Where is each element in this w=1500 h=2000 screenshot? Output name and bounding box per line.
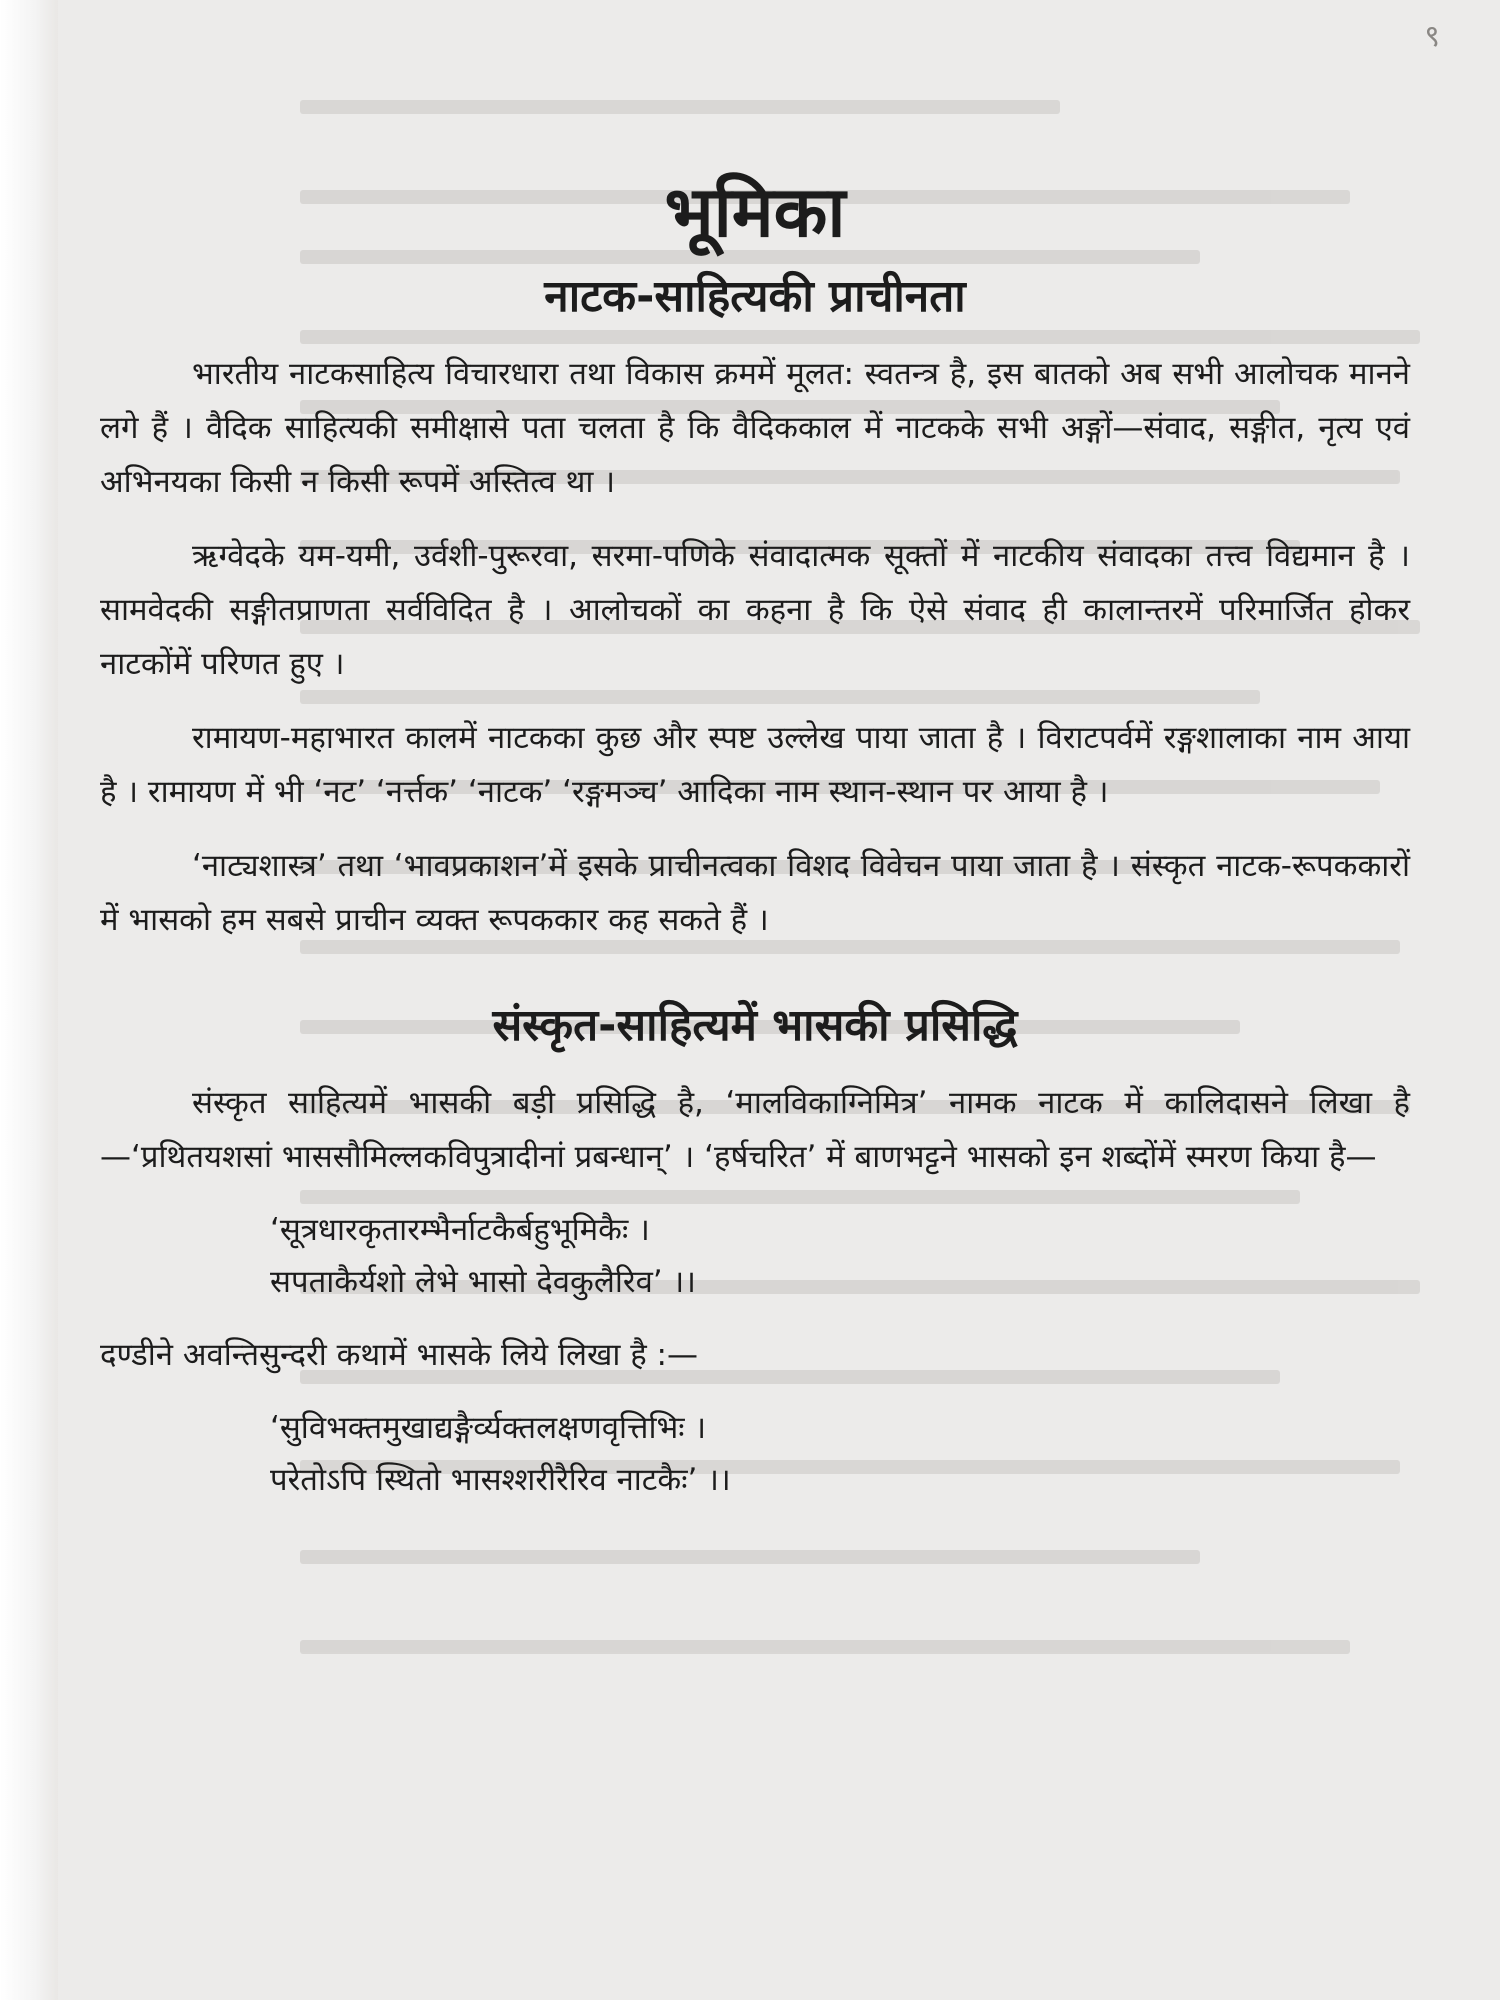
verse-line: ‘सुविभक्तमुखाद्यङ्गैर्व्यक्तलक्षणवृत्तिभिः । (270, 1410, 707, 1447)
paragraph: रामायण-महाभारत कालमें नाटकका कुछ और स्पष्ट उल्लेख पाया जाता है । विराटपर्वमें रङ्गशालाका नाम आया है । रामायण में भी ‘नट’ ‘नर्त्तक’ ‘नाटक’ ‘रङ्गमञ्च’ आदिका नाम स्थान-स्थान पर आया है । (100, 720, 1410, 811)
section-heading-bhasa-fame: संस्कृत-साहित्यमें भासकी प्रसिद्धि (492, 1000, 1018, 1052)
verse-quote-avantisundari (270, 1402, 1410, 1506)
verse-quote-harshacharita (270, 1204, 1410, 1308)
verse-line: ‘सूत्रधारकृतारम्भैर्नाटकैर्बहुभूमिकैः । (270, 1212, 650, 1249)
page-number: ९ (1424, 19, 1440, 54)
page-content (100, 170, 1410, 1526)
paragraph: ‘नाट्यशास्त्र’ तथा ‘भावप्रकाशन’में इसके प्राचीनत्वका विशद विवेचन पाया जाता है । संस्कृत नाटक-रूपककारों में भासको हम सबसे प्राचीन व्यक्त रूपककार कह सकते हैं । (100, 848, 1410, 939)
verse-line: परेतोऽपि स्थितो भासश्शरीरैरिव नाटकैः’ ।। (270, 1462, 731, 1499)
paragraph: संस्कृत साहित्यमें भासकी बड़ी प्रसिद्धि है, ‘मालविकाग्निमित्र’ नामक नाटक में कालिदासने लिखा है—‘प्रथितयशसां भाससौमिल्लकविपुत्रादीनां प्रबन्धान्’ । ‘हर्षचरित’ में बाणभट्टने भासको इन शब्दोंमें स्मरण किया है— (100, 1085, 1410, 1176)
paragraph: ऋग्वेदके यम-यमी, उर्वशी-पुरूरवा, सरमा-पणिके संवादात्मक सूक्तों में नाटकीय संवादका तत्त्व विद्यमान है । सामवेदकी सङ्गीतप्राणता सर्वविदित है । आलोचकों का कहना है कि ऐसे संवाद ही कालान्तरमें परिमार्जित होकर नाटकोंमें परिणत हुए । (100, 538, 1410, 683)
section-heading-antiquity: नाटक-साहित्यकी प्राचीनता (544, 271, 966, 322)
page-binding-shadow (0, 0, 58, 2000)
paragraph: भारतीय नाटकसाहित्य विचारधारा तथा विकास क्रममें मूलत: स्वतन्त्र है, इस बातको अब सभी आलोचक मानने लगे हैं । वैदिक साहित्यकी समीक्षासे पता चलता है कि वैदिककाल में नाटकके सभी अङ्गों—संवाद, सङ्गीत, नृत्य एवं अभिनयका किसी न किसी रूपमें अस्तित्व था । (100, 356, 1410, 501)
page-title: भूमिका (664, 171, 846, 253)
paragraph: दण्डीने अवन्तिसुन्दरी कथामें भासके लिये लिखा है :— (100, 1337, 698, 1374)
verse-line: सपताकैर्यशो लेभे भासो देवकुलैरिव’ ।। (270, 1264, 697, 1301)
